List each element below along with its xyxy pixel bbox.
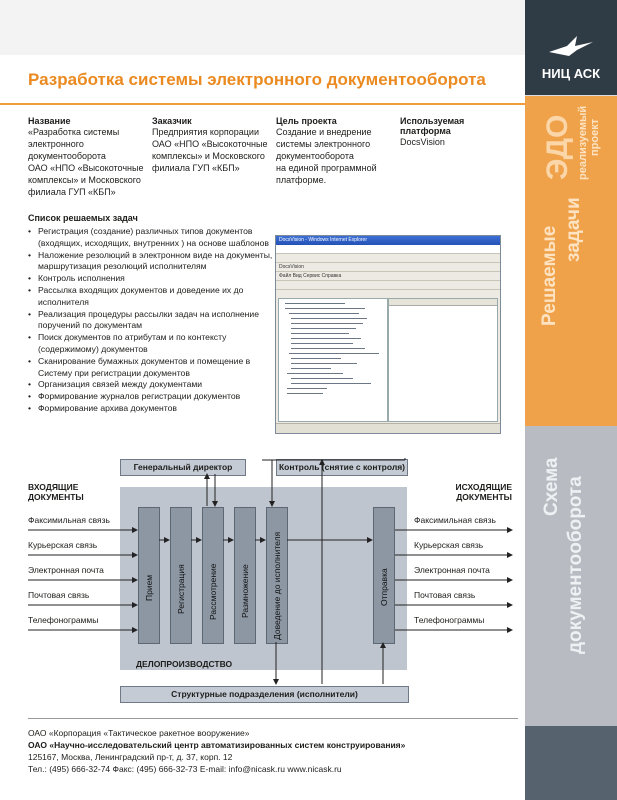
screenshot-status-bar <box>276 423 500 433</box>
footer-contacts: Тел.: (495) 666-32-74 Факс: (495) 666-32-73 E-mail: info@nicask.ru www.nicask.ru <box>28 764 342 774</box>
sidebar-band-project <box>525 96 617 426</box>
stage-label: Размножение <box>240 564 250 618</box>
incoming-channel: Электронная почта <box>28 565 104 575</box>
diagram-arrows <box>0 440 525 720</box>
list-item: • Регистрация (создание) различных типов документов (входящих, исходящих, внутренних ) на основе шаблонов <box>28 226 273 250</box>
incoming-title: ВХОДЯЩИЕ ДОКУМЕНТЫ <box>28 482 84 502</box>
outgoing-title: ИСХОДЯЩИЕ ДОКУМЕНТЫ <box>455 482 512 502</box>
list-item: • Поиск документов по атрибутам и по контексту (содержимому) документов <box>28 332 273 356</box>
list-item: • Контроль исполнения <box>28 273 273 285</box>
info-customer-block <box>152 116 272 174</box>
footer-corporation: ОАО «Корпорация «Тактическое ракетное вооружение» <box>28 728 250 738</box>
sidebar-band-bottom <box>525 726 617 800</box>
list-item: • Реализация процедуры рассылки задач на исполнение поручений по документам <box>28 309 273 333</box>
sidebar-band-scheme-line2: документооборота <box>565 476 586 654</box>
screenshot-address-bar <box>276 245 500 254</box>
info-platform-label: Используемая платформа <box>400 116 465 136</box>
director-box: Генеральный директор <box>120 459 246 476</box>
tasks-title: Список решаемых задач <box>28 213 138 223</box>
outgoing-channel: Телефонограммы <box>414 615 485 625</box>
screenshot-tab: DocsVision <box>276 263 500 272</box>
screenshot-menu: Файл Вид Сервис Справка <box>276 272 500 281</box>
outgoing-channel: Факсимильная связь <box>414 515 496 525</box>
stage-label: Отправка <box>379 568 389 606</box>
incoming-channel: Телефонограммы <box>28 615 99 625</box>
list-item: • Наложение резолюций в электронном виде на документы, маршрутизация резолюций исполнителям <box>28 250 273 274</box>
incoming-channel: Факсимильная связь <box>28 515 110 525</box>
footer-rule <box>28 718 518 719</box>
title-rule <box>0 103 525 105</box>
screenshot-links-bar <box>276 254 500 263</box>
tasks-list <box>28 226 273 415</box>
footer-address: 125167, Москва, Ленинградский пр-т, д. 37, корп. 12 <box>28 752 233 762</box>
footer-company: ОАО «Научно-исследовательский центр автоматизированных систем конструирования» <box>28 740 406 750</box>
logo-text: НИЦ АСК <box>541 66 601 81</box>
departments-box: Структурные подразделения (исполнители) <box>120 686 409 703</box>
outgoing-channel: Почтовая связь <box>414 590 476 600</box>
sidebar-band-scheme-line1: Схема <box>541 457 562 516</box>
incoming-channel: Курьерская связь <box>28 540 98 550</box>
sidebar-band-project-sub1: реализуемый <box>577 105 589 180</box>
sidebar-band-scheme <box>525 426 617 726</box>
outgoing-channel: Курьерская связь <box>414 540 484 550</box>
list-item: • Сканирование бумажных документов и помещение в Систему при регистрации документов <box>28 356 273 380</box>
stage-label: Прием <box>144 574 154 601</box>
control-box: Контроль (снятие с контроля) <box>276 459 408 476</box>
outgoing-channel: Электронная почта <box>414 565 490 575</box>
sidebar-band-tasks-line1: Решаемые <box>539 225 560 326</box>
logo-bird-icon <box>547 34 595 58</box>
info-platform-value: DocsVision <box>400 137 445 147</box>
info-platform-block <box>400 116 520 148</box>
stage-label: Доведение до исполнителя <box>272 531 282 640</box>
info-name-block <box>28 116 148 198</box>
screenshot-toolbar <box>276 281 500 290</box>
info-goal-value: Создание и внедрение системы электронного документооборота на единой программной платформе. <box>276 127 377 185</box>
list-item: • Формирование журналов регистрации документов <box>28 391 273 403</box>
footer <box>28 727 405 775</box>
list-item: • Организация связей между документами <box>28 379 273 391</box>
stage-label: Регистрация <box>176 564 186 614</box>
office-label: ДЕЛОПРОИЗВОДСТВО <box>136 659 233 669</box>
top-strip <box>0 0 525 55</box>
sidebar-band-project-big: ЭДО <box>541 114 574 180</box>
info-name-value: «Разработка системы электронного документооборота ОАО «НПО «Высокоточные комплексы» и Московского филиала ГУП «КБП» <box>28 127 144 197</box>
screenshot-tree-pane <box>278 298 388 422</box>
screenshot-list-pane <box>388 298 498 422</box>
info-goal-label: Цель проекта <box>276 116 337 126</box>
info-goal-block <box>276 116 394 186</box>
info-customer-label: Заказчик <box>152 116 192 126</box>
stage-label: Рассмотрение <box>208 563 218 620</box>
page-title: Разработка системы электронного документооборота <box>28 70 486 89</box>
screenshot-title-bar: DocsVision - Windows Internet Explorer <box>276 236 500 245</box>
sidebar-band-tasks-line2: задачи <box>563 197 584 262</box>
list-item: • Рассылка входящих документов и доведение их до исполнителя <box>28 285 273 309</box>
info-customer-value: Предприятия корпорации ОАО «НПО «Высокоточные комплексы» и Московского филиала ГУП «КБП» <box>152 127 268 173</box>
docsvision-screenshot <box>275 235 501 434</box>
sidebar-band-project-sub2: проект <box>589 118 601 156</box>
incoming-channel: Почтовая связь <box>28 590 90 600</box>
list-item: • Формирование архива документов <box>28 403 273 415</box>
info-name-label: Название <box>28 116 71 126</box>
